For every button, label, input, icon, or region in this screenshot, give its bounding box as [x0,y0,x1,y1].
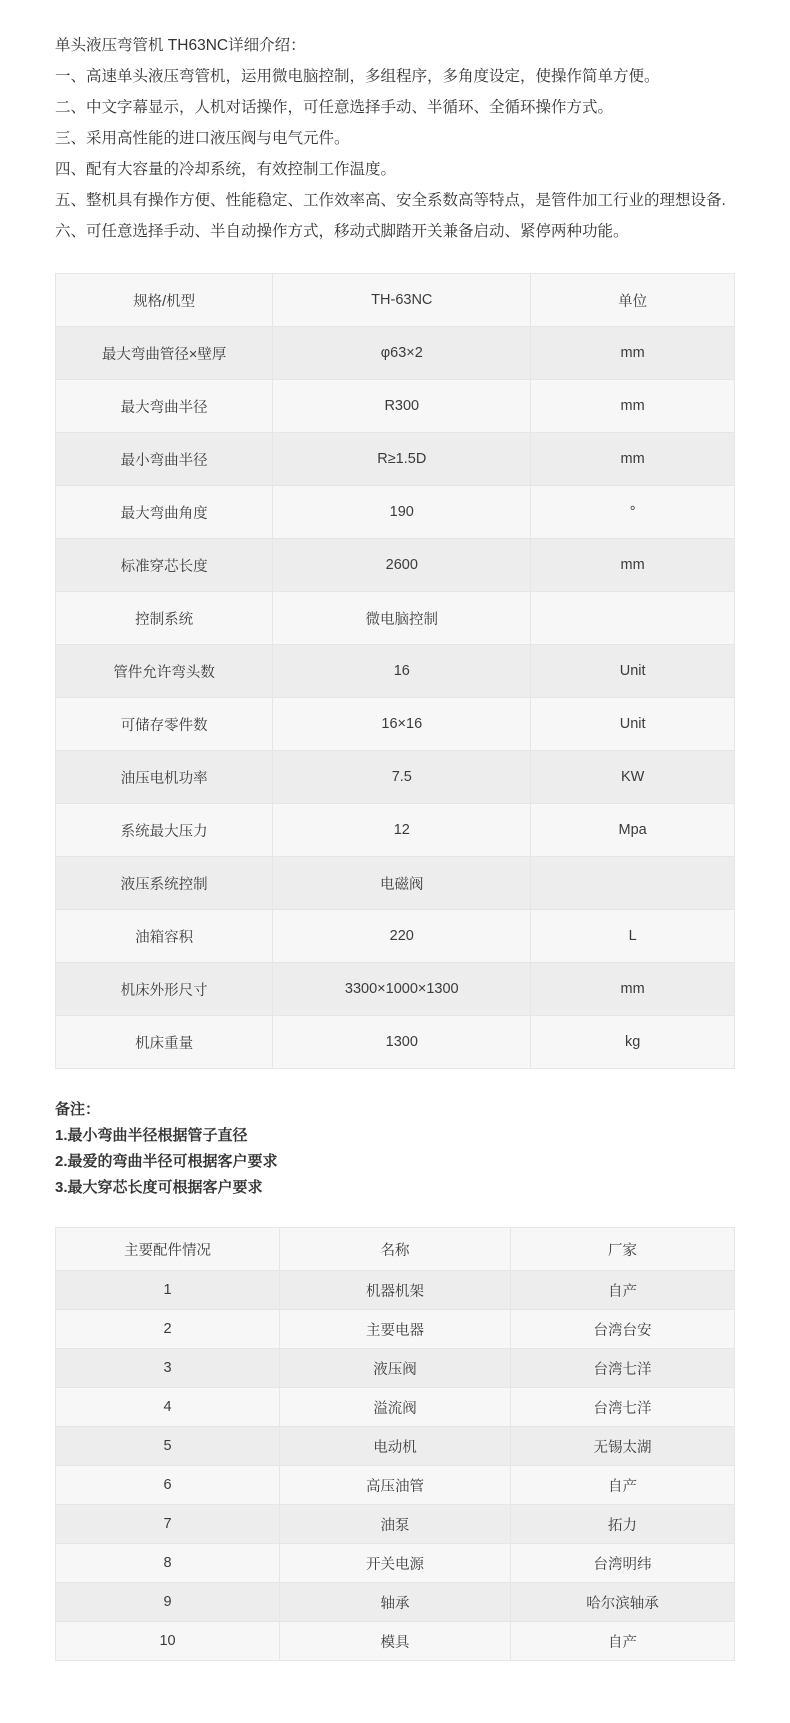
spec-label: 液压系统控制 [56,857,273,910]
spec-unit: Unit [531,698,735,751]
table-row [56,1349,735,1388]
spec-unit: mm [531,963,735,1016]
parts-maker: 台湾七洋 [510,1388,734,1427]
parts-index: 6 [56,1466,280,1505]
notes-block [55,1097,735,1201]
table-row [56,380,735,433]
parts-header-name: 名称 [280,1228,511,1271]
parts-index: 1 [56,1271,280,1310]
table-row [56,1505,735,1544]
spec-label: 控制系统 [56,592,273,645]
spec-value: 12 [273,804,531,857]
spec-value: R300 [273,380,531,433]
intro-line-4: 四、配有大容量的冷却系统，有效控制工作温度。 [55,161,397,178]
spec-unit: mm [531,433,735,486]
table-row [56,1427,735,1466]
intro-block [55,30,735,247]
intro-line-1: 一、高速单头液压弯管机，运用微电脑控制，多组程序，多角度设定，使操作简单方便。 [55,68,660,85]
spec-value: 7.5 [273,751,531,804]
parts-name: 模具 [280,1622,511,1661]
spec-label: 标准穿芯长度 [56,539,273,592]
table-row [56,1016,735,1069]
parts-index: 9 [56,1583,280,1622]
spec-unit [531,592,735,645]
spec-unit: KW [531,751,735,804]
spec-label: 最大弯曲管径×壁厚 [56,327,273,380]
notes-item-1: 1.最小弯曲半径根据管子直径 [55,1127,248,1144]
notes-title: 备注： [55,1101,101,1118]
parts-name: 油泵 [280,1505,511,1544]
table-header-row [56,274,735,327]
parts-index: 3 [56,1349,280,1388]
spec-value: 16×16 [273,698,531,751]
spec-value: 16 [273,645,531,698]
table-row [56,963,735,1016]
spec-value: R≥1.5D [273,433,531,486]
intro-line-3: 三、采用高性能的进口液压阀与电气元件。 [55,130,350,147]
parts-index: 5 [56,1427,280,1466]
spec-value: 190 [273,486,531,539]
intro-line-5: 五、整机具有操作方便、性能稳定、工作效率高、安全系数高等特点，是管件加工行业的理想设备. [55,192,726,209]
spec-header-unit: 单位 [531,274,735,327]
parts-maker: 无锡太湖 [510,1427,734,1466]
table-row [56,486,735,539]
spec-value: 2600 [273,539,531,592]
intro-line-6: 六、可任意选择手动、半自动操作方式，移动式脚踏开关兼备启动、紧停两种功能。 [55,223,629,240]
spec-label: 机床重量 [56,1016,273,1069]
parts-name: 溢流阀 [280,1388,511,1427]
spec-unit: mm [531,539,735,592]
spec-unit: Unit [531,645,735,698]
parts-index: 8 [56,1544,280,1583]
parts-name: 主要电器 [280,1310,511,1349]
table-row [56,1310,735,1349]
spec-unit: kg [531,1016,735,1069]
table-row [56,1271,735,1310]
spec-unit: L [531,910,735,963]
parts-header-index: 主要配件情况 [56,1228,280,1271]
page-title: 单头液压弯管机 TH63NC详细介绍： [55,37,306,54]
spec-value: 220 [273,910,531,963]
parts-maker: 自产 [510,1466,734,1505]
spec-unit [531,857,735,910]
spec-value: 1300 [273,1016,531,1069]
parts-name: 液压阀 [280,1349,511,1388]
spec-header-model: 规格/机型 [56,274,273,327]
parts-index: 2 [56,1310,280,1349]
spec-label: 最小弯曲半径 [56,433,273,486]
spec-header-value: TH-63NC [273,274,531,327]
parts-name: 开关电源 [280,1544,511,1583]
notes-item-2: 2.最爱的弯曲半径可根据客户要求 [55,1153,278,1170]
parts-index: 4 [56,1388,280,1427]
table-row [56,910,735,963]
table-row [56,804,735,857]
spec-label: 可储存零件数 [56,698,273,751]
table-row [56,1583,735,1622]
notes-item-3: 3.最大穿芯长度可根据客户要求 [55,1179,263,1196]
table-row [56,539,735,592]
parts-name: 轴承 [280,1583,511,1622]
parts-maker: 自产 [510,1271,734,1310]
parts-name: 机器机架 [280,1271,511,1310]
parts-maker: 台湾台安 [510,1310,734,1349]
spec-label: 系统最大压力 [56,804,273,857]
spec-label: 最大弯曲角度 [56,486,273,539]
table-header-row [56,1228,735,1271]
parts-index: 7 [56,1505,280,1544]
table-row [56,645,735,698]
table-row [56,1544,735,1583]
table-row [56,857,735,910]
intro-line-2: 二、中文字幕显示，人机对话操作，可任意选择手动、半循环、全循环操作方式。 [55,99,614,116]
parts-header-maker: 厂家 [510,1228,734,1271]
parts-maker: 台湾七洋 [510,1349,734,1388]
spec-unit: mm [531,380,735,433]
parts-maker: 台湾明纬 [510,1544,734,1583]
table-row [56,751,735,804]
parts-name: 电动机 [280,1427,511,1466]
spec-value: 微电脑控制 [273,592,531,645]
parts-index: 10 [56,1622,280,1661]
spec-label: 机床外形尺寸 [56,963,273,1016]
spec-value: 电磁阀 [273,857,531,910]
table-row [56,1466,735,1505]
parts-table [55,1227,735,1661]
specification-table [55,273,735,1069]
spec-value: 3300×1000×1300 [273,963,531,1016]
spec-label: 管件允许弯头数 [56,645,273,698]
table-row [56,1388,735,1427]
table-row [56,698,735,751]
parts-maker: 哈尔滨轴承 [510,1583,734,1622]
parts-maker: 自产 [510,1622,734,1661]
spec-label: 最大弯曲半径 [56,380,273,433]
table-row [56,433,735,486]
table-row [56,327,735,380]
parts-name: 高压油管 [280,1466,511,1505]
spec-unit: Mpa [531,804,735,857]
table-row [56,592,735,645]
spec-unit: ° [531,486,735,539]
spec-value: φ63×2 [273,327,531,380]
spec-unit: mm [531,327,735,380]
spec-label: 油压电机功率 [56,751,273,804]
spec-label: 油箱容积 [56,910,273,963]
table-row [56,1622,735,1661]
parts-maker: 拓力 [510,1505,734,1544]
